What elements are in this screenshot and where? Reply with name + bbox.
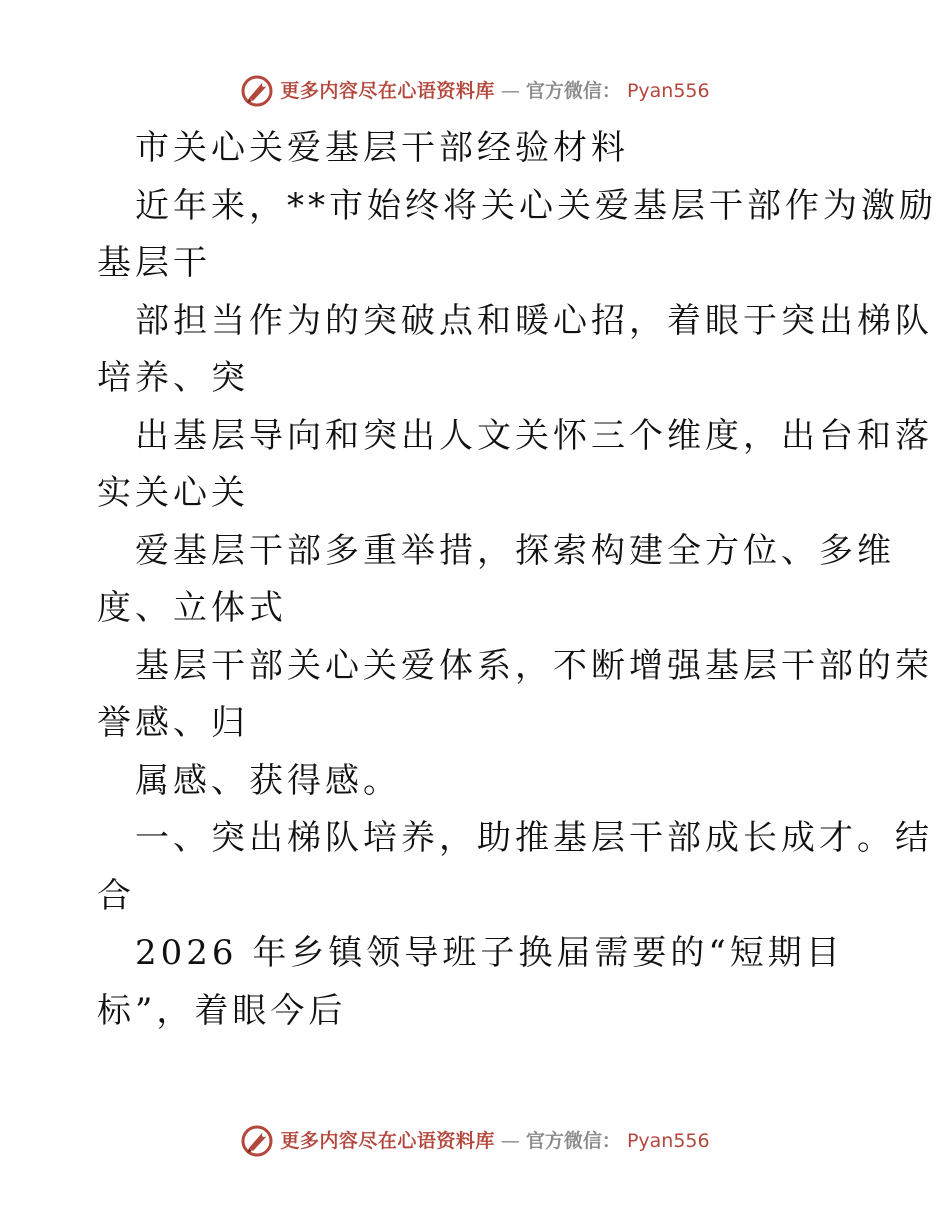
paragraph-line: 近年来，**市始终将关心关爱基层干部作为激励: [135, 185, 937, 226]
document-body: [97, 120, 937, 1040]
paragraph-line: 属感、获得感。: [135, 760, 401, 801]
watermark-label: 官方微信：: [525, 80, 621, 102]
watermark-account: Pyan556: [626, 1130, 710, 1152]
pen-logo-icon: [240, 1124, 274, 1158]
watermark-account: Pyan556: [626, 80, 710, 102]
paragraph-line: 誉感、归: [97, 703, 249, 743]
paragraph-line: 部担当作为的突破点和暖心招，着眼于突出梯队: [135, 300, 933, 341]
header-watermark: [0, 74, 950, 108]
watermark-site-text: 更多内容尽在心语资料库: [280, 80, 495, 102]
paragraph-line: 度、立体式: [97, 588, 287, 628]
paragraph-line: 实关心关: [97, 473, 249, 513]
paragraph-line: 爱基层干部多重举措，探索构建全方位、多维: [135, 530, 895, 571]
pen-logo-icon: [240, 74, 274, 108]
paragraph-line: 基层干: [97, 243, 211, 283]
footer-watermark: [0, 1124, 950, 1158]
paragraph-line: 标”，着眼今后: [97, 990, 347, 1031]
watermark-separator: —: [500, 80, 520, 102]
paragraph-line: 合: [97, 875, 135, 916]
watermark-label: 官方微信：: [525, 1130, 621, 1152]
document-title: 市关心关爱基层干部经验材料: [135, 128, 629, 168]
paragraph-line: 基层干部关心关爱体系，不断增强基层干部的荣: [135, 645, 933, 686]
section-heading-line: 一、突出梯队培养，助推基层干部成长成才。结: [135, 818, 933, 858]
paragraph-line: 培养、突: [97, 358, 249, 398]
paragraph-line: 出基层导向和突出人文关怀三个维度，出台和落: [135, 415, 933, 456]
watermark-separator: —: [500, 1130, 520, 1152]
watermark-site-text: 更多内容尽在心语资料库: [280, 1130, 495, 1152]
paragraph-line: 2026 年乡镇领导班子换届需要的“短期目: [135, 933, 844, 973]
